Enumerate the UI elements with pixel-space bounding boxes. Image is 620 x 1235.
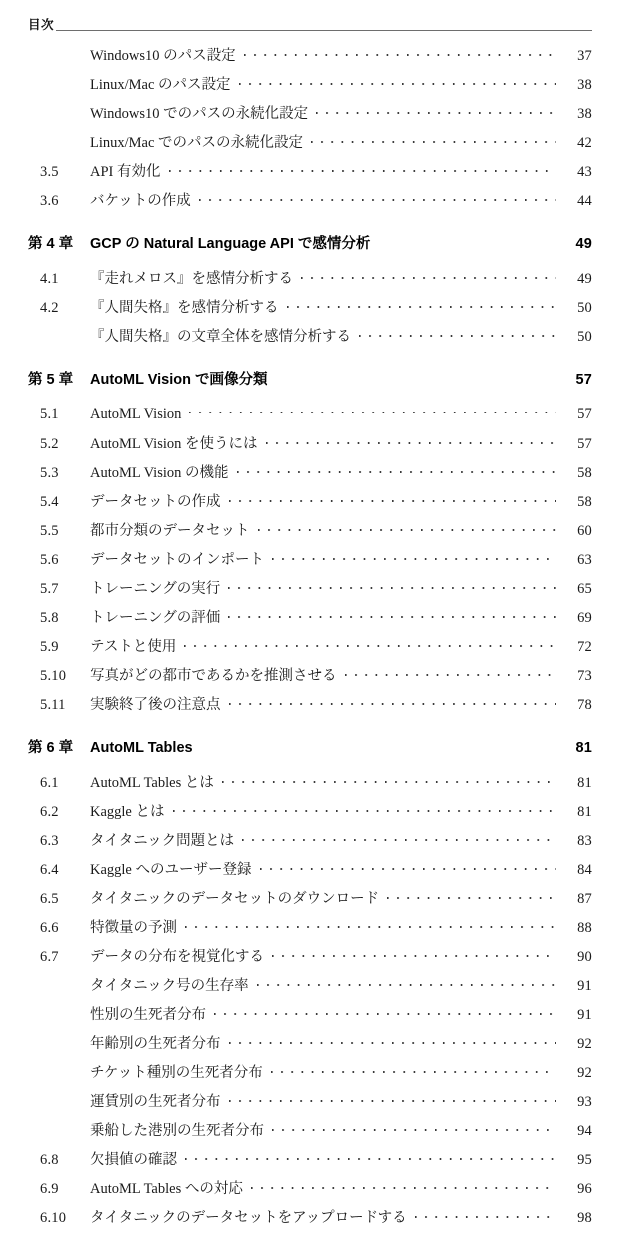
toc-entry-number: 第 5 章	[28, 372, 74, 388]
toc-entry-number: 6.7	[40, 949, 59, 965]
toc-entry-number: 3.6	[40, 193, 59, 209]
toc-entry-number: 6.9	[40, 1181, 59, 1197]
toc-entry-number: 5.9	[40, 639, 59, 655]
toc-entry-page-number: 91	[577, 978, 592, 994]
toc-entry-page-number: 92	[577, 1036, 592, 1052]
toc-dot-leader	[185, 1150, 556, 1165]
toc-entry-title: 写真がどの都市であるかを推測させる	[90, 668, 337, 684]
toc-entry-section[interactable]	[28, 916, 592, 945]
toc-entry-title: タイタニックのデータセットをアップロードする	[90, 1210, 407, 1226]
toc-entry-title: 『人間失格』の文章全体を感情分析する	[90, 329, 351, 345]
toc-entry-sub[interactable]	[28, 1090, 592, 1119]
toc-dot-leader	[185, 918, 556, 933]
toc-entry-page-number: 50	[577, 300, 592, 316]
toc-entry-title: タイタニックのデータセットのダウンロード	[90, 891, 380, 907]
toc-entry-number: 6.3	[40, 833, 59, 849]
toc-entry-number: 5.5	[40, 523, 59, 539]
toc-entry-page-number: 84	[577, 862, 592, 878]
toc-entry-section[interactable]	[28, 189, 592, 218]
page-title: 目次	[28, 17, 55, 32]
toc-entry-title: 都市分類のデータセット	[90, 523, 250, 539]
toc-dot-leader	[272, 550, 556, 565]
toc-entry-number: 5.8	[40, 610, 59, 626]
toc-entry-title: タイタニック号の生存率	[90, 978, 249, 994]
toc-entry-section[interactable]	[28, 829, 592, 858]
toc-entry-page-number: 63	[577, 552, 592, 568]
toc-dot-leader	[184, 637, 556, 652]
toc-entry-page-number: 37	[577, 48, 592, 64]
toc-entry-number: 5.2	[40, 436, 59, 452]
toc-dot-leader	[222, 773, 556, 788]
toc-entry-title: 実験終了後の注意点	[90, 697, 221, 713]
toc-entry-number: 第 6 章	[28, 740, 74, 756]
header-rule	[56, 30, 592, 31]
toc-entry-title: AutoML Vision の機能	[90, 465, 229, 481]
toc-entry-number: 4.2	[40, 300, 59, 316]
toc-entry-title: データの分布を視覚化する	[90, 949, 264, 965]
toc-dot-leader	[258, 521, 557, 536]
toc-dot-leader	[271, 1063, 556, 1078]
toc-entry-sub[interactable]	[28, 102, 592, 131]
toc-entry-title: Linux/Mac でのパスの永続化設定	[90, 135, 304, 151]
toc-entry-page-number: 49	[577, 271, 592, 287]
toc-entry-title: トレーニングの実行	[90, 581, 221, 597]
toc-entry-sub[interactable]	[28, 974, 592, 1003]
toc-entry-chapter[interactable]	[28, 736, 592, 768]
toc-entry-title: データセットのインポート	[90, 552, 264, 568]
toc-entry-page-number: 38	[577, 106, 592, 122]
toc-entry-number: 5.6	[40, 552, 59, 568]
toc-dot-leader	[229, 1092, 557, 1107]
toc-entry-sub[interactable]	[28, 131, 592, 160]
toc-entry-section[interactable]	[28, 403, 592, 432]
toc-dot-leader	[229, 1034, 557, 1049]
toc-entry-section[interactable]	[28, 1206, 592, 1235]
toc-entry-title: タイタニック問題とは	[90, 833, 235, 849]
toc-entry-chapter[interactable]	[28, 368, 592, 400]
toc-entry-page-number: 60	[577, 523, 592, 539]
toc-dot-leader	[229, 492, 557, 507]
toc-dot-leader	[229, 695, 557, 710]
toc-entry-section[interactable]	[28, 519, 592, 548]
toc-dot-leader	[228, 608, 556, 623]
toc-entry-page-number: 93	[577, 1094, 592, 1110]
toc-entry-page-number: 88	[577, 920, 592, 936]
toc-entry-page-number: 57	[575, 372, 592, 388]
toc-entry-page-number: 58	[577, 494, 592, 510]
toc-entry-title: トレーニングの評価	[90, 610, 221, 626]
toc-entry-section[interactable]	[28, 664, 592, 693]
toc-entry-section[interactable]	[28, 858, 592, 887]
toc-entry-section[interactable]	[28, 160, 592, 189]
toc-entry-page-number: 58	[577, 465, 592, 481]
toc-entry-sub[interactable]	[28, 1119, 592, 1148]
toc-entry-number: 6.4	[40, 862, 59, 878]
toc-entry-page-number: 50	[577, 329, 592, 345]
toc-entry-page-number: 38	[577, 77, 592, 93]
toc-entry-title: 欠損値の確認	[90, 1152, 177, 1168]
toc-entry-number: 5.7	[40, 581, 59, 597]
toc-dot-leader	[387, 889, 556, 904]
toc-entry-page-number: 57	[577, 436, 592, 452]
toc-entry-page-number: 92	[577, 1065, 592, 1081]
toc-entry-section[interactable]	[28, 461, 592, 490]
toc-entry-page-number: 43	[577, 164, 592, 180]
toc-entry-title: チケット種別の生死者分布	[90, 1065, 263, 1081]
toc-dot-leader	[345, 666, 557, 681]
toc-entry-page-number: 44	[577, 193, 592, 209]
toc-entry-sub[interactable]	[28, 73, 592, 102]
toc-entry-page-number: 78	[577, 697, 592, 713]
toc-entry-title: 年齢別の生死者分布	[90, 1036, 221, 1052]
toc-dot-leader	[199, 191, 556, 206]
toc-entry-number: 6.8	[40, 1152, 59, 1168]
toc-entry-number: 5.10	[40, 668, 67, 684]
toc-entry-section[interactable]	[28, 606, 592, 635]
toc-dot-leader	[242, 831, 556, 846]
toc-entry-page-number: 42	[577, 135, 592, 151]
toc-entry-page-number: 87	[577, 891, 592, 907]
toc-dot-leader	[251, 1179, 556, 1194]
toc-entry-page-number: 65	[577, 581, 592, 597]
toc-dot-leader	[359, 327, 556, 342]
toc-entry-page-number: 81	[577, 804, 592, 820]
toc-entry-number: 5.3	[40, 465, 59, 481]
toc-entry-number: 5.4	[40, 494, 59, 510]
toc-dot-leader	[228, 579, 556, 594]
toc-dot-leader	[266, 434, 556, 449]
toc-dot-leader	[173, 802, 557, 817]
toc-entry-page-number: 49	[575, 236, 592, 252]
toc-list	[28, 44, 592, 1235]
toc-entry-number: 4.1	[40, 271, 59, 287]
toc-entry-section[interactable]	[28, 887, 592, 916]
toc-entry-number: 6.2	[40, 804, 59, 820]
toc-entry-page-number: 94	[577, 1123, 592, 1139]
toc-dot-leader	[189, 403, 556, 418]
toc-entry-number: 6.6	[40, 920, 59, 936]
toc-dot-leader	[169, 162, 557, 177]
toc-entry-title: API 有効化	[90, 164, 161, 180]
toc-entry-page-number: 98	[577, 1210, 592, 1226]
toc-entry-title: 運賃別の生死者分布	[90, 1094, 221, 1110]
toc-entry-section[interactable]	[28, 432, 592, 461]
toc-entry-title: AutoML Tables とは	[90, 775, 214, 791]
toc-entry-number: 6.5	[40, 891, 59, 907]
toc-entry-page-number: 91	[577, 1007, 592, 1023]
toc-entry-title: テストと使用	[90, 639, 177, 655]
page-header	[28, 0, 592, 34]
toc-dot-leader	[287, 298, 557, 313]
toc-entry-page-number: 72	[577, 639, 592, 655]
toc-dot-leader	[195, 738, 556, 753]
toc-dot-leader	[244, 46, 556, 61]
toc-entry-section[interactable]	[28, 1148, 592, 1177]
toc-entry-number: 5.11	[40, 697, 66, 713]
toc-dot-leader	[214, 1005, 556, 1020]
toc-entry-sub[interactable]	[28, 44, 592, 73]
toc-entry-section[interactable]	[28, 771, 592, 800]
toc-entry-section[interactable]	[28, 635, 592, 664]
toc-entry-section[interactable]	[28, 577, 592, 606]
toc-entry-section[interactable]	[28, 490, 592, 519]
toc-dot-leader	[270, 370, 557, 385]
toc-entry-title: Windows10 でのパスの永続化設定	[90, 106, 309, 122]
toc-dot-leader	[272, 947, 556, 962]
toc-entry-page-number: 81	[575, 740, 592, 756]
toc-entry-number: 3.5	[40, 164, 59, 180]
toc-dot-leader	[415, 1208, 556, 1223]
toc-entry-number: 6.1	[40, 775, 59, 791]
toc-entry-title: 特徴量の予測	[90, 920, 177, 936]
toc-entry-title: Windows10 のパス設定	[90, 48, 236, 64]
toc-entry-title: GCP の Natural Language API で感情分析	[90, 236, 371, 252]
toc-entry-sub[interactable]	[28, 1061, 592, 1090]
toc-entry-title: Linux/Mac のパス設定	[90, 77, 231, 93]
toc-dot-leader	[237, 463, 556, 478]
toc-entry-page-number: 90	[577, 949, 592, 965]
toc-entry-section[interactable]	[28, 693, 592, 722]
toc-entry-title: AutoML Vision	[90, 405, 182, 422]
toc-entry-section[interactable]	[28, 296, 592, 325]
toc-dot-leader	[257, 976, 556, 991]
toc-entry-title: 性別の生死者分布	[90, 1007, 206, 1023]
toc-dot-leader	[372, 234, 556, 249]
toc-entry-title: AutoML Tables への対応	[90, 1181, 243, 1197]
toc-entry-title: 『走れメロス』を感情分析する	[90, 271, 293, 287]
toc-entry-section[interactable]	[28, 945, 592, 974]
toc-entry-page-number: 95	[577, 1152, 592, 1168]
toc-entry-section[interactable]	[28, 800, 592, 829]
toc-entry-number: 6.10	[40, 1210, 67, 1226]
toc-entry-title: Kaggle とは	[90, 804, 165, 820]
toc-entry-number: 5.1	[40, 405, 59, 422]
toc-entry-page-number: 83	[577, 833, 592, 849]
toc-dot-leader	[301, 269, 556, 284]
toc-entry-page-number: 81	[577, 775, 592, 791]
toc-entry-page-number: 96	[577, 1181, 592, 1197]
toc-entry-title: AutoML Vision で画像分類	[90, 372, 268, 388]
toc-entry-chapter[interactable]	[28, 232, 592, 264]
toc-entry-title: AutoML Tables	[90, 740, 193, 756]
toc-entry-title: 乗船した港別の生死者分布	[90, 1123, 264, 1139]
toc-entry-page-number: 69	[577, 610, 592, 626]
toc-entry-title: データセットの作成	[90, 494, 221, 510]
toc-dot-leader	[239, 75, 556, 90]
toc-entry-sub[interactable]	[28, 325, 592, 354]
toc-entry-number: 第 4 章	[28, 236, 74, 252]
toc-dot-leader	[260, 860, 557, 875]
toc-entry-title: AutoML Vision を使うには	[90, 436, 258, 452]
toc-dot-leader	[316, 104, 556, 119]
toc-entry-section[interactable]	[28, 548, 592, 577]
toc-dot-leader	[272, 1121, 556, 1136]
toc-entry-sub[interactable]	[28, 1003, 592, 1032]
toc-entry-page-number: 73	[577, 668, 592, 684]
toc-entry-title: 『人間失格』を感情分析する	[90, 300, 279, 316]
toc-entry-title: バケットの作成	[90, 193, 191, 209]
toc-entry-section[interactable]	[28, 267, 592, 296]
toc-entry-page-number: 57	[577, 405, 592, 422]
toc-entry-title: Kaggle へのユーザー登録	[90, 862, 252, 878]
toc-entry-section[interactable]	[28, 1177, 592, 1206]
toc-entry-sub[interactable]	[28, 1032, 592, 1061]
toc-dot-leader	[311, 133, 556, 148]
